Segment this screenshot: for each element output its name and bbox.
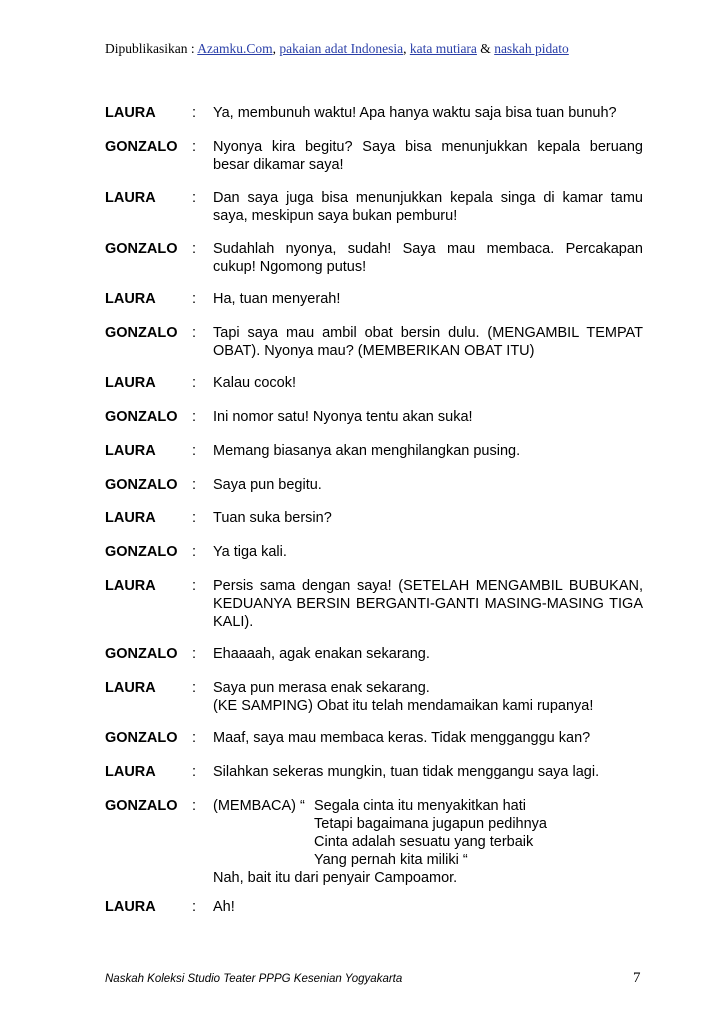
speaker-name: LAURA	[105, 443, 156, 459]
speaker-name: GONZALO	[105, 409, 178, 425]
colon: :	[192, 764, 197, 780]
speaker-name: LAURA	[105, 190, 156, 206]
speaker-name: GONZALO	[105, 477, 178, 493]
page-number: 7	[633, 970, 641, 986]
colon: :	[192, 443, 197, 459]
speaker-name: LAURA	[105, 510, 156, 526]
link-kata-mutiara[interactable]: kata mutiara	[409, 41, 477, 56]
poem-verses	[314, 797, 547, 869]
speaker-name: GONZALO	[105, 798, 178, 814]
speaker-name: GONZALO	[105, 544, 178, 560]
dialogue-text: Maaf, saya mau membaca keras. Tidak mengganggu kan?	[213, 730, 591, 746]
poem-verse: Yang pernah kita miliki “	[314, 852, 468, 868]
speaker-name: LAURA	[105, 680, 156, 696]
colon: :	[192, 291, 197, 307]
colon: :	[192, 105, 197, 121]
dialogue-text: Ya, membunuh waktu! Apa hanya waktu saja bisa tuan bunuh?	[213, 105, 617, 121]
dialogue-text-line: Saya pun merasa enak sekarang.	[213, 680, 430, 696]
poem-verse: Segala cinta itu menyakitkan hati	[314, 798, 526, 814]
colon: :	[192, 375, 197, 391]
colon: :	[192, 544, 197, 560]
footer-text: Naskah Koleksi Studio Teater PPPG Kesenian Yogyakarta	[105, 973, 403, 985]
dialogue-text: Ehaaaah, agak enakan sekarang.	[213, 646, 430, 662]
publication-header: Dipublikasikan : Azamku.Com, pakaian adat Indonesia, kata mutiara & naskah pidato	[105, 41, 569, 56]
dialogue-text: Silahkan sekeras mungkin, tuan tidak menggangu saya lagi.	[213, 764, 600, 780]
speaker-name: GONZALO	[105, 241, 178, 257]
link-pakaian-adat[interactable]: pakaian adat Indonesia	[279, 41, 404, 56]
dialogue-text: Sudahlah nyonya, sudah! Saya mau membaca. Percakapan cukup! Ngomong putus!	[213, 241, 643, 275]
speaker-name: GONZALO	[105, 646, 178, 662]
colon: :	[192, 241, 197, 257]
dialogue-text: Ini nomor satu! Nyonya tentu akan suka!	[213, 409, 473, 425]
colon: :	[192, 190, 197, 206]
colon: :	[192, 578, 197, 594]
speaker-name: LAURA	[105, 578, 156, 594]
dialogue-text: Persis sama dengan saya! (SETELAH MENGAMBIL BUBUKAN, KEDUANYA BERSIN BERGANTI-GANTI MASING-MASING TIGA KALI).	[213, 578, 643, 630]
link-azamku[interactable]: Azamku.Com	[197, 41, 273, 56]
colon: :	[192, 139, 197, 155]
stage-direction: (KE SAMPING) Obat itu telah mendamaikan kami rupanya!	[213, 698, 594, 714]
speaker-name: LAURA	[105, 764, 156, 780]
dialogue-text: Dan saya juga bisa menunjukkan kepala singa di kamar tamu saya, meskipun saya bukan pemburu!	[213, 190, 643, 224]
poem-verse: Tetapi bagaimana jugapun pedihnya	[314, 816, 547, 832]
colon: :	[192, 730, 197, 746]
colon: :	[192, 510, 197, 526]
speaker-name: GONZALO	[105, 139, 178, 155]
speaker-name: LAURA	[105, 105, 156, 121]
poem-after-text: Nah, bait itu dari penyair Campoamor.	[213, 870, 458, 886]
dialogue-text: Saya pun begitu.	[213, 477, 322, 493]
poem-intro: (MEMBACA) “	[213, 798, 305, 814]
dialogue-text: Memang biasanya akan menghilangkan pusing.	[213, 443, 521, 459]
speaker-name: GONZALO	[105, 730, 178, 746]
dialogue-text: Ya tiga kali.	[213, 544, 287, 560]
colon: :	[192, 409, 197, 425]
speaker-name: GONZALO	[105, 325, 178, 341]
dialogue-text: Kalau cocok!	[213, 375, 297, 391]
header-prefix: Dipublikasikan :	[105, 41, 198, 56]
link-naskah-pidato[interactable]: naskah pidato	[494, 41, 569, 56]
colon: :	[192, 899, 197, 915]
dialogue-text: Tuan suka bersin?	[213, 510, 332, 526]
colon: :	[192, 798, 197, 814]
dialogue-text: Ah!	[213, 899, 235, 915]
dialogue-text: Ha, tuan menyerah!	[213, 291, 341, 307]
colon: :	[192, 646, 197, 662]
colon: :	[192, 680, 197, 696]
speaker-name: LAURA	[105, 375, 156, 391]
dialogue-text: Tapi saya mau ambil obat bersin dulu. (MENGAMBIL TEMPAT OBAT). Nyonya mau? (MEMBERIKAN OBAT ITU)	[213, 325, 643, 359]
dialogue-text	[213, 679, 643, 715]
speaker-name: LAURA	[105, 899, 156, 915]
poem-verse: Cinta adalah sesuatu yang terbaik	[314, 834, 534, 850]
colon: :	[192, 477, 197, 493]
speaker-name: LAURA	[105, 291, 156, 307]
colon: :	[192, 325, 197, 341]
dialogue-text: Nyonya kira begitu? Saya bisa menunjukkan kepala beruang besar dikamar saya!	[213, 139, 643, 173]
